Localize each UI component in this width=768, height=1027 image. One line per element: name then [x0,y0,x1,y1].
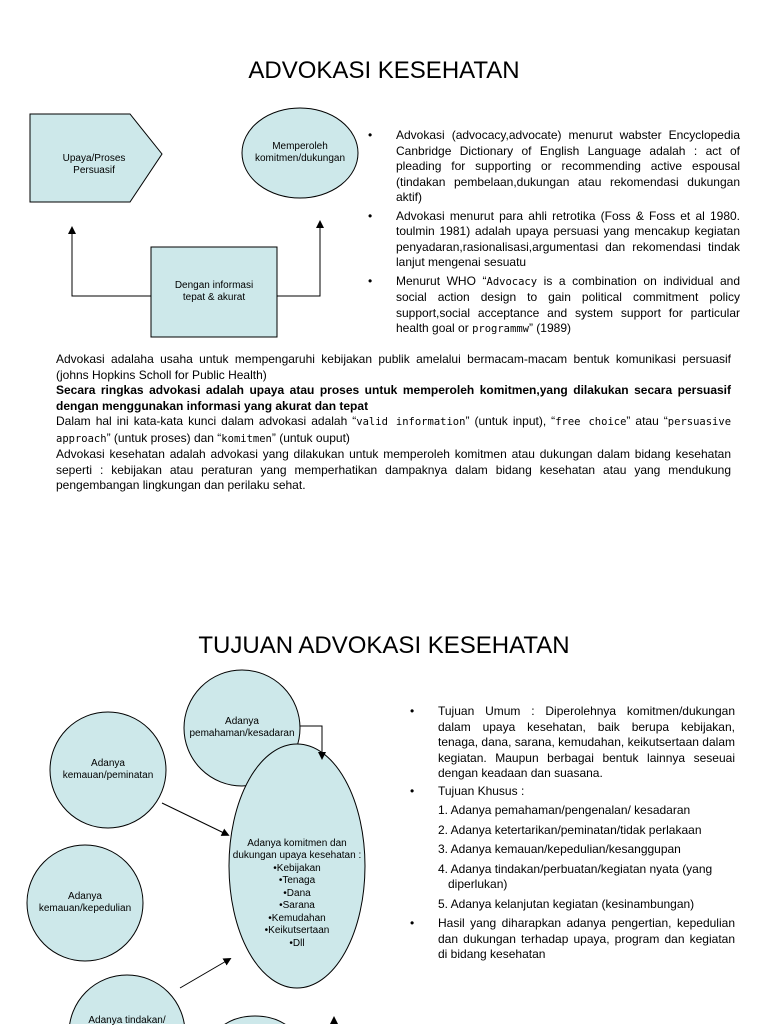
box-label: Dengan informasi tepat & akurat [174,279,254,303]
bullet-dot: • [368,208,373,223]
arrow-tindakan [180,960,228,988]
center-item: •Keikutsertaan [264,925,330,937]
p3-text-2: ” (untuk input), “ [465,414,556,428]
p3-keyword-free-choice: free choice [555,416,627,428]
pentagon-label: Upaya/Proses Persuasif [62,152,126,176]
definition-paragraphs [56,352,731,494]
p3-text-5: ” (untuk ouput) [271,430,350,445]
who-text-post: ” (1989) [528,321,571,335]
paragraph-4: Advokasi kesehatan adalah advokasi yang dilakukan untuk memperoleh komitmen atau dukungan dalam bidang kesehatan seperti : kebijakan atau peraturan yang memperhatikan dampaknya dalam bidang kesehatan atau yang mendukung pengembangan lingkungan dan perilaku sehat. [56,447,731,492]
bullet-dot: • [368,128,373,142]
p3-keyword-komitmen: komitmen [221,432,272,445]
paragraph-2-summary: Secara ringkas advokasi adalah upaya atau proses untuk memperoleh komitmen,yang dilakukan secara persuasif dengan menggunakan informasi yang akurat dan tepat [56,383,731,413]
circle-bottom [210,1016,300,1024]
who-text-programmw: programmw [472,323,529,335]
circle-label: Memperoleh komitmen/dukungan [254,140,346,164]
bullet-dot: • [410,783,415,798]
section-title-tujuan: TUJUAN ADVOKASI KESEHATAN [198,632,570,659]
p3-text-1: Dalam hal ini kata-kata kunci dalam advokasi adalah “ [56,414,357,428]
bullet-dot: • [410,916,415,930]
center-heading: Adanya komitmen dan dukungan upaya kesehatan : [232,837,362,862]
numbered-item: 5. Adanya kelanjutan kegiatan (kesinambungan) [438,896,695,911]
arrow-to-circle [277,224,320,296]
definition-bullets [368,128,740,341]
numbered-4-line-1: 4. Adanya tindakan/perbuatan/kegiatan nyata (yang [438,861,713,876]
numbered-item: 3. Adanya kemauan/kepedulian/kesanggupan [438,842,681,856]
page-title: ADVOKASI KESEHATAN [248,57,520,84]
center-item: •Kemudahan [268,912,326,924]
circle-peminatan-label: Adanya kemauan/peminatan [62,757,154,781]
circle-pemahaman-label: Adanya pemahaman/kesadaran [189,715,295,739]
tujuan-list [410,704,735,963]
bullet-dot: • [410,704,415,718]
center-item: •Sarana [279,900,315,912]
bullet-item [368,209,740,271]
center-item: •Dana [283,887,311,899]
tujuan-khusus-text: Tujuan Khusus : [438,783,525,798]
center-item: •Kebijakan [273,862,321,874]
who-text-pre: Menurut WHO “ [396,273,487,288]
numbered-item-4 [410,862,735,893]
numbered-item: 2. Adanya ketertarikan/peminatan/tidak perlakaan [438,822,702,837]
center-ellipse-text [229,836,365,952]
circle-kepedulian-label: Adanya kemauan/kepedulian [38,890,132,914]
who-text-mid: is a combination on individual and social action design to gain political commitment policy support,social acceptance and system support for particular health goal or [396,273,740,335]
bullet-text: Advokasi menurut para ahli retrotika (Foss & Foss et al 1980. toulmin 1981) adalah upaya persuasi yang mencakup kegiatan penyadaran,rasionalisasi,argumentasi dan rekomendasi tindak lanjut mengenai sesuatu [396,208,740,269]
bullet-item-khusus [410,784,735,800]
bullet-item-umum [410,704,735,782]
p3-text-3: ” atau “ [626,414,668,428]
bullet-item [368,128,740,206]
center-item: •Dll [289,937,305,949]
numbered-item: 1. Adanya pemahaman/pengenalan/ kesadaran [438,803,691,817]
bullet-dot: • [368,273,373,288]
p3-text-4: ” (untuk proses) dan “ [106,430,222,445]
arrow-to-pentagon [72,230,151,296]
paragraph-1: Advokasi adalaha usaha untuk mempengaruhi kebijakan publik amelalui bermacam-macam bentuk komunikasi persuasif (johns Hopkins Scholl for Public Health) [56,352,731,382]
center-item: •Tenaga [278,875,316,887]
circle-tindakan-label: Adanya tindakan/ [88,1014,166,1026]
arrow-peminatan [162,803,226,834]
numbered-4-line-2: diperlukan) [448,877,508,891]
paragraph-3 [56,414,731,447]
tujuan-umum-text: Tujuan Umum : Diperolehnya komitmen/dukungan dalam upaya kesehatan, baik berupa kebijakan, tenaga, dana, sarana, kemudahan, keikutsertaan dalam kegiatan. Maupun berbagai bentuk lainnya seseuai dengan keadaan dan suasana. [438,704,735,780]
hasil-text: Hasil yang diharapkan adanya pengertian, kepedulian dan dukungan terhadap upaya, program dan kegiatan di bidang kesehatan [438,916,735,961]
bullet-text: Advokasi (advocacy,advocate) menurut wabster Encyclopedia Canbridge Dictionary of English Language adalah : act of pleading for supporting or recommending active espousal (tindakan pembelaan,dukungan atau rekomendasi dukungan aktif) [396,128,740,204]
bullet-item-who [368,274,740,338]
bullet-item-hasil [410,916,735,963]
p3-keyword-persuasive-approach: persuasive approach [56,416,732,445]
who-text-advocacy: Advocacy [486,275,538,288]
p3-keyword-valid-information: valid information [356,416,466,428]
